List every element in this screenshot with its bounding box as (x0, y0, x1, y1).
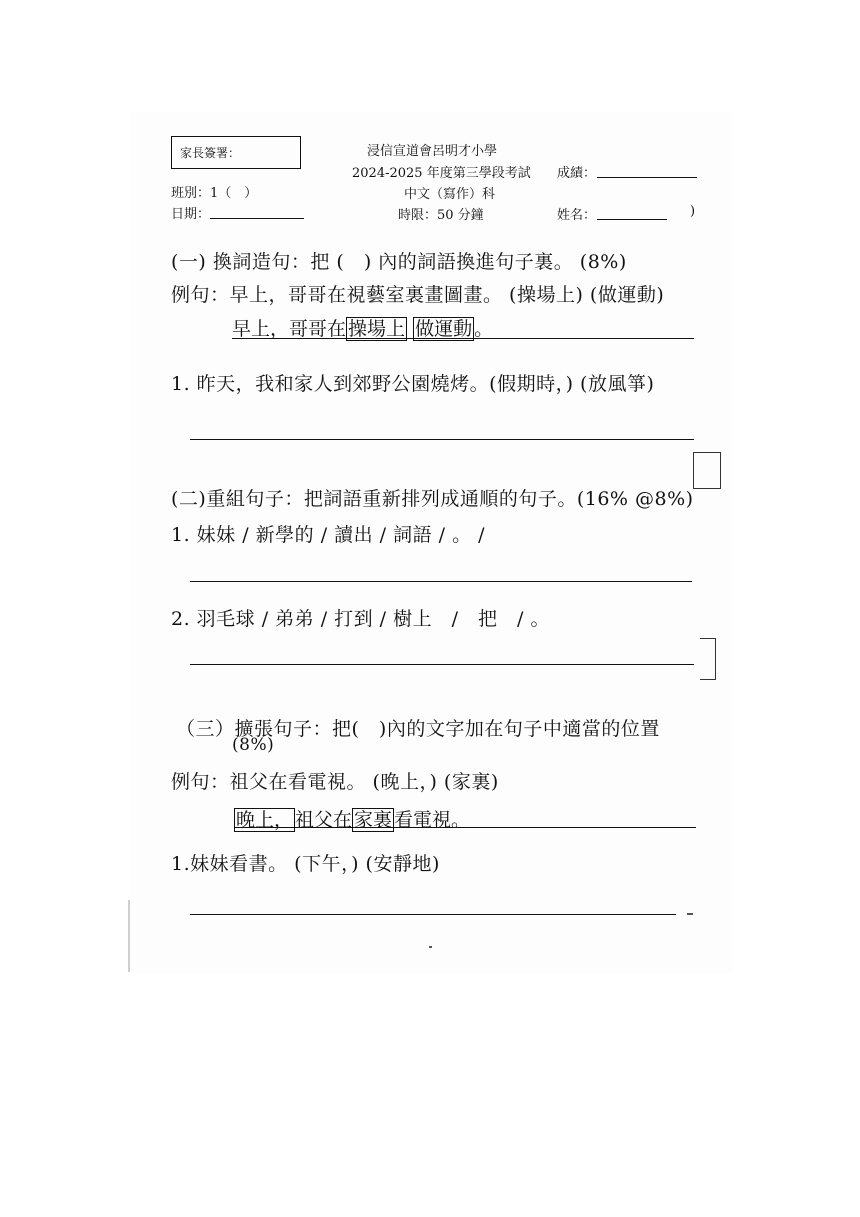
parent-signature-label: 家長簽署： (180, 146, 241, 160)
section3-example (171, 767, 499, 794)
name-close-paren: ) (690, 204, 696, 219)
section1-example (171, 280, 664, 307)
section3-question-1: 1.妹妹看書。 (下午，) (安靜地) (171, 853, 440, 875)
section3-title: （三）擴張句子：把( )內的文字加在句子中適當的位置 (176, 718, 660, 740)
example-label: 例句： (171, 771, 230, 793)
score-mark-box (693, 452, 721, 489)
time-limit: 時限：50 分鐘 (398, 208, 484, 223)
answer-line-s2-q2 (190, 664, 694, 665)
subject-title: 中文（寫作）科 (404, 187, 496, 202)
name-label: 姓名： (557, 208, 597, 223)
score-bracket (700, 638, 716, 680)
scan-edge-mark (128, 900, 130, 972)
class-label: 班別：1（ ） (171, 186, 258, 201)
answer-suffix: 。 (474, 318, 494, 340)
answer-prefix: 早上，哥哥在 (232, 318, 347, 340)
section1-question-1: 1. 昨天，我和家人到郊野公園燒烤。(假期時，) (放風箏) (171, 373, 655, 395)
answer-line-s2-q1 (190, 581, 692, 582)
answer-suffix: 看電視。 (394, 809, 471, 831)
section1-example-answer (232, 314, 493, 341)
scan-speck (687, 913, 693, 915)
section2-question-1: 1. 妹妹 / 新學的 / 讀出 / 詞語 / 。 / (171, 524, 486, 546)
answer-middle: 祖父在 (295, 809, 353, 831)
scan-speck (429, 946, 432, 948)
answer-box-1: 晚上， (236, 809, 294, 831)
score-line (597, 177, 697, 178)
example-answer-line (234, 827, 696, 828)
answer-line-s3-q1 (190, 914, 676, 915)
example-answer-line (232, 338, 694, 339)
answer-box-2: 家裏 (354, 809, 393, 831)
name-line (597, 219, 667, 220)
parent-signature-box (171, 136, 301, 169)
section2-question-2: 2. 羽毛球 / 弟弟 / 打到 / 樹上 / 把 / 。 (171, 608, 550, 630)
example-sentence: 祖父在看電視。 (晚上，) (家裏) (229, 771, 499, 793)
answer-line-s1-q1 (190, 439, 694, 440)
example-label: 例句： (171, 284, 230, 306)
section3-title-percent: (8%) (232, 735, 275, 755)
date-label: 日期： (171, 207, 211, 222)
score-label: 成績： (557, 166, 597, 181)
exam-title: 2024-2025 年度第三學段考試 (352, 166, 531, 181)
section1-title: (一) 換詞造句：把 ( ) 內的詞語換進句子裏。 (8%) (171, 251, 627, 273)
answer-box-2: 做運動 (415, 318, 473, 340)
answer-box-1: 操場上 (348, 318, 406, 340)
example-sentence: 早上，哥哥在視藝室裏畫圖畫。 (操場上) (做運動) (229, 284, 665, 306)
school-name: 浸信宣道會呂明才小學 (367, 144, 498, 159)
section2-title: (二)重組句子：把詞語重新排列成通順的句子。(16% @8%) (171, 488, 694, 510)
date-line (210, 218, 304, 219)
